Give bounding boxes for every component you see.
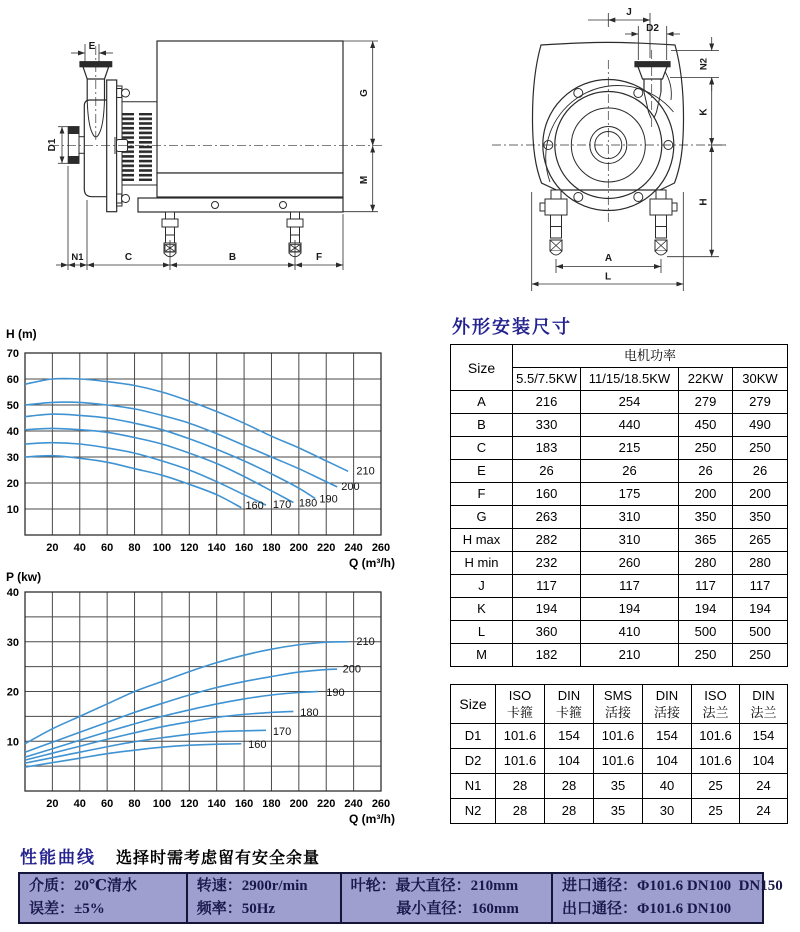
y-tick: 50: [6, 400, 19, 412]
y-tick: 70: [6, 348, 19, 360]
table-row: [451, 437, 788, 460]
curve-180: [25, 711, 293, 760]
cell: 250: [733, 644, 788, 667]
x-tick: 260: [371, 798, 391, 810]
cell: 500: [733, 621, 788, 644]
row-label: G: [451, 506, 513, 529]
dim-label-j: J: [626, 7, 632, 18]
y-axis-label: P (kw): [6, 570, 42, 584]
cell: 500: [679, 621, 733, 644]
dim-label-n2: N2: [698, 57, 710, 71]
cell: 101.6: [496, 724, 545, 749]
x-tick: 100: [152, 542, 172, 554]
spec-cell: [20, 874, 186, 922]
cell: 101.6: [594, 749, 643, 774]
power-flow-chart: [0, 565, 420, 827]
table-row: [451, 749, 788, 774]
cell: 101.6: [496, 749, 545, 774]
curve-label-210: 210: [356, 635, 375, 648]
row-label: K: [451, 598, 513, 621]
performance-heading: [20, 843, 320, 868]
backplate-bolt-top: [117, 89, 130, 98]
table-row: [451, 414, 788, 437]
outlet-port: [635, 62, 671, 118]
row-label: C: [451, 437, 513, 460]
row-label: H min: [451, 552, 513, 575]
dim-table-title: 外形安装尺寸: [452, 317, 572, 337]
cell: 154: [643, 724, 692, 749]
table-row: [451, 799, 788, 824]
dim-label-m: M: [359, 175, 370, 185]
dim-label-b: B: [228, 252, 237, 263]
cell: 26: [733, 460, 788, 483]
y-tick: 20: [6, 478, 19, 490]
curve-label-190: 190: [319, 493, 338, 506]
cell: 282: [513, 529, 581, 552]
spec-line: 介质：20℃清水: [29, 878, 137, 894]
cell: 410: [581, 621, 679, 644]
x-tick: 100: [152, 798, 172, 810]
cell: 25: [692, 774, 740, 799]
cell: 26: [679, 460, 733, 483]
row-label: F: [451, 483, 513, 506]
x-tick: 160: [234, 798, 254, 810]
y-tick: 10: [6, 736, 19, 749]
dim-label-f: F: [315, 252, 323, 263]
cell: 154: [545, 724, 594, 749]
table-row: [451, 506, 788, 529]
cell: 194: [733, 598, 788, 621]
x-tick: 120: [180, 542, 199, 554]
cell: 24: [740, 799, 788, 824]
curve-label-200: 200: [342, 663, 362, 676]
x-tick: 220: [317, 542, 336, 554]
curve-label-160: 160: [248, 739, 267, 752]
cell: 194: [679, 598, 733, 621]
pump-front-view-drawing: [420, 0, 800, 300]
conn-header-row: [451, 685, 788, 724]
cell: 117: [581, 575, 679, 598]
cell: 26: [513, 460, 581, 483]
table-row: [451, 483, 788, 506]
curves: [25, 642, 348, 767]
curve-160: [25, 456, 241, 508]
y-tick: 20: [6, 686, 19, 699]
cell: 330: [513, 414, 581, 437]
y-axis-label: H (m): [6, 327, 37, 341]
cell: 117: [679, 575, 733, 598]
test-conditions-table: [18, 872, 783, 924]
cell: 280: [733, 552, 788, 575]
pump-side-view-drawing: [0, 0, 430, 300]
x-tick: 200: [289, 798, 309, 810]
cell: 310: [581, 529, 679, 552]
curve-label-190: 190: [326, 686, 345, 699]
cell: 28: [545, 799, 594, 824]
motor-body: [157, 41, 343, 197]
dim-label-g: G: [359, 89, 370, 97]
cell: 200: [679, 483, 733, 506]
cell: 182: [513, 644, 581, 667]
cell: 250: [679, 644, 733, 667]
row-label: N2: [451, 799, 496, 824]
row-label: J: [451, 575, 513, 598]
cell: 175: [581, 483, 679, 506]
x-tick: 240: [344, 798, 363, 810]
suction-port: [68, 127, 84, 164]
x-tick: 20: [46, 798, 59, 810]
curve-label-210: 210: [356, 465, 375, 478]
col-header: 30KW: [733, 368, 788, 391]
y-tick: 60: [6, 374, 19, 386]
cell: 263: [513, 506, 581, 529]
spec-line: 叶轮：最大直径：210mm: [350, 878, 519, 894]
cell: 350: [679, 506, 733, 529]
cell: 24: [740, 774, 788, 799]
cell: 25: [692, 799, 740, 824]
table-row: [451, 460, 788, 483]
dim-h: [667, 145, 719, 257]
connection-sizes-table: [450, 684, 788, 824]
x-tick: 60: [101, 542, 114, 554]
table-row: [451, 774, 788, 799]
spec-cell: [340, 874, 551, 922]
x-tick: 180: [262, 798, 281, 810]
row-label: D2: [451, 749, 496, 774]
dim-label-e: E: [88, 41, 96, 52]
cell: 210: [581, 644, 679, 667]
volute-outline: [546, 86, 674, 182]
dim-label-a: A: [604, 253, 613, 264]
backplate-bolt-bottom: [117, 194, 130, 203]
curve-labels: [248, 636, 375, 751]
x-tick: 240: [344, 542, 363, 554]
foot-left: [540, 190, 567, 255]
spec-line: 最小直径：160mm: [396, 901, 519, 917]
cell: 250: [733, 437, 788, 460]
cell: 28: [496, 774, 545, 799]
y-tick: 10: [6, 504, 19, 516]
curves: [25, 378, 348, 507]
col-header: 5.5/7.5KW: [513, 368, 581, 391]
cell: 117: [733, 575, 788, 598]
head-flow-chart: [0, 322, 420, 574]
col-header: ISO 卡箍: [496, 685, 545, 724]
cell: 450: [679, 414, 733, 437]
curve-label-200: 200: [341, 481, 360, 494]
cell: 26: [581, 460, 679, 483]
spec-line: 误差：±5%: [29, 901, 105, 917]
dim-label-n1: N1: [71, 252, 84, 263]
cell: 310: [581, 506, 679, 529]
x-tick: 140: [207, 798, 226, 810]
curve-170: [25, 443, 266, 505]
cell: 117: [513, 575, 581, 598]
cell: 28: [496, 799, 545, 824]
col-header: 11/15/18.5KW: [581, 368, 679, 391]
x-tick: 40: [73, 798, 86, 810]
cell: 183: [513, 437, 581, 460]
x-tick: 60: [101, 798, 114, 810]
col-header-size: Size: [451, 685, 496, 724]
curve-label-170: 170: [272, 725, 292, 738]
row-label: A: [451, 391, 513, 414]
cell: 279: [733, 391, 788, 414]
cell: 28: [545, 774, 594, 799]
dim-d1: [58, 127, 68, 164]
cell: 265: [733, 529, 788, 552]
x-tick: 40: [73, 542, 86, 554]
col-header-size: Size: [451, 345, 513, 391]
x-axis-label: Q (m³/h): [349, 556, 395, 570]
table-row: [451, 529, 788, 552]
dim-label-l: L: [604, 271, 612, 283]
x-tick: 20: [46, 542, 59, 554]
base-plate: [138, 198, 343, 212]
cell: 104: [643, 749, 692, 774]
y-tick: 40: [6, 587, 19, 599]
x-tick: 160: [234, 542, 254, 554]
dim-label-h: H: [698, 198, 710, 206]
cell: 360: [513, 621, 581, 644]
cell: 101.6: [692, 724, 740, 749]
x-tick: 180: [262, 542, 281, 554]
cell: 232: [513, 552, 581, 575]
cell: 104: [740, 749, 788, 774]
x-tick: 220: [317, 798, 336, 810]
x-tick: 120: [180, 798, 199, 810]
spec-cell: [186, 874, 340, 922]
dim-label-d2: D2: [646, 23, 659, 34]
table-row: [451, 391, 788, 414]
cell: 101.6: [594, 724, 643, 749]
table-row: [451, 621, 788, 644]
row-label: E: [451, 460, 513, 483]
cell: 35: [594, 799, 643, 824]
table-row: [451, 552, 788, 575]
x-tick: 200: [289, 542, 309, 554]
cell: 490: [733, 414, 788, 437]
row-label: B: [451, 414, 513, 437]
center-lines: [492, 50, 726, 222]
spec-line: 频率：50Hz: [196, 901, 276, 917]
col-header: DIN 法兰: [740, 685, 788, 724]
cell: 200: [733, 483, 788, 506]
spec-line: 出口通径：Φ101.6 DN100: [562, 901, 732, 917]
cell: 260: [581, 552, 679, 575]
cell: 280: [679, 552, 733, 575]
curve-label-180: 180: [298, 497, 318, 510]
col-header-motor-power: 电机功率: [513, 345, 788, 368]
x-tick: 140: [207, 542, 226, 554]
dim-k: [708, 78, 726, 146]
cell: 365: [679, 529, 733, 552]
cell: 104: [545, 749, 594, 774]
col-header: 22KW: [679, 368, 733, 391]
cell: 154: [740, 724, 788, 749]
performance-note: 选择时需考虑留有安全余量: [116, 850, 321, 867]
curve-200: [25, 669, 337, 752]
cell: 279: [679, 391, 733, 414]
y-tick: 30: [6, 636, 19, 649]
table-row: [451, 724, 788, 749]
col-header: SMS 活接: [594, 685, 643, 724]
spec-line: 转速：2900r/min: [196, 878, 308, 894]
cell: 35: [594, 774, 643, 799]
dim-label-c: C: [124, 252, 133, 263]
y-tick: 40: [6, 426, 19, 438]
spec-cell: [551, 874, 783, 922]
x-axis-label: Q (m³/h): [349, 812, 395, 826]
curve-label-170: 170: [272, 498, 292, 511]
curve-label-160: 160: [245, 500, 264, 513]
cell: 250: [679, 437, 733, 460]
cell: 350: [733, 506, 788, 529]
x-tick: 260: [371, 542, 391, 554]
curve-label-180: 180: [300, 706, 319, 719]
row-label: H max: [451, 529, 513, 552]
x-tick: 80: [128, 542, 141, 554]
cell: 40: [643, 774, 692, 799]
cell: 194: [513, 598, 581, 621]
y-tick: 30: [6, 452, 19, 464]
foot-right: [650, 190, 677, 255]
spec-line: 进口通径：Φ101.6 DN100 DN150: [562, 878, 783, 894]
dim-label-k: K: [698, 108, 710, 116]
cell: 160: [513, 483, 581, 506]
cell: 101.6: [692, 749, 740, 774]
table-row: [451, 598, 788, 621]
row-label: N1: [451, 774, 496, 799]
cell: 216: [513, 391, 581, 414]
dim-j: [588, 13, 650, 58]
col-header: DIN 活接: [643, 685, 692, 724]
installation-dimensions-table: [450, 344, 788, 667]
x-tick: 80: [128, 798, 141, 810]
cell: 440: [581, 414, 679, 437]
table-row: [451, 644, 788, 667]
adjustable-feet: [162, 212, 303, 257]
cell: 194: [581, 598, 679, 621]
row-label: D1: [451, 724, 496, 749]
cell: 254: [581, 391, 679, 414]
row-label: M: [451, 644, 513, 667]
row-label: L: [451, 621, 513, 644]
dim-label-d1: D1: [47, 138, 58, 152]
performance-title: 性能曲线: [20, 848, 96, 867]
col-header: DIN 卡箍: [545, 685, 594, 724]
cell: 215: [581, 437, 679, 460]
col-header: ISO 法兰: [692, 685, 740, 724]
cell: 30: [643, 799, 692, 824]
table-row: [451, 575, 788, 598]
